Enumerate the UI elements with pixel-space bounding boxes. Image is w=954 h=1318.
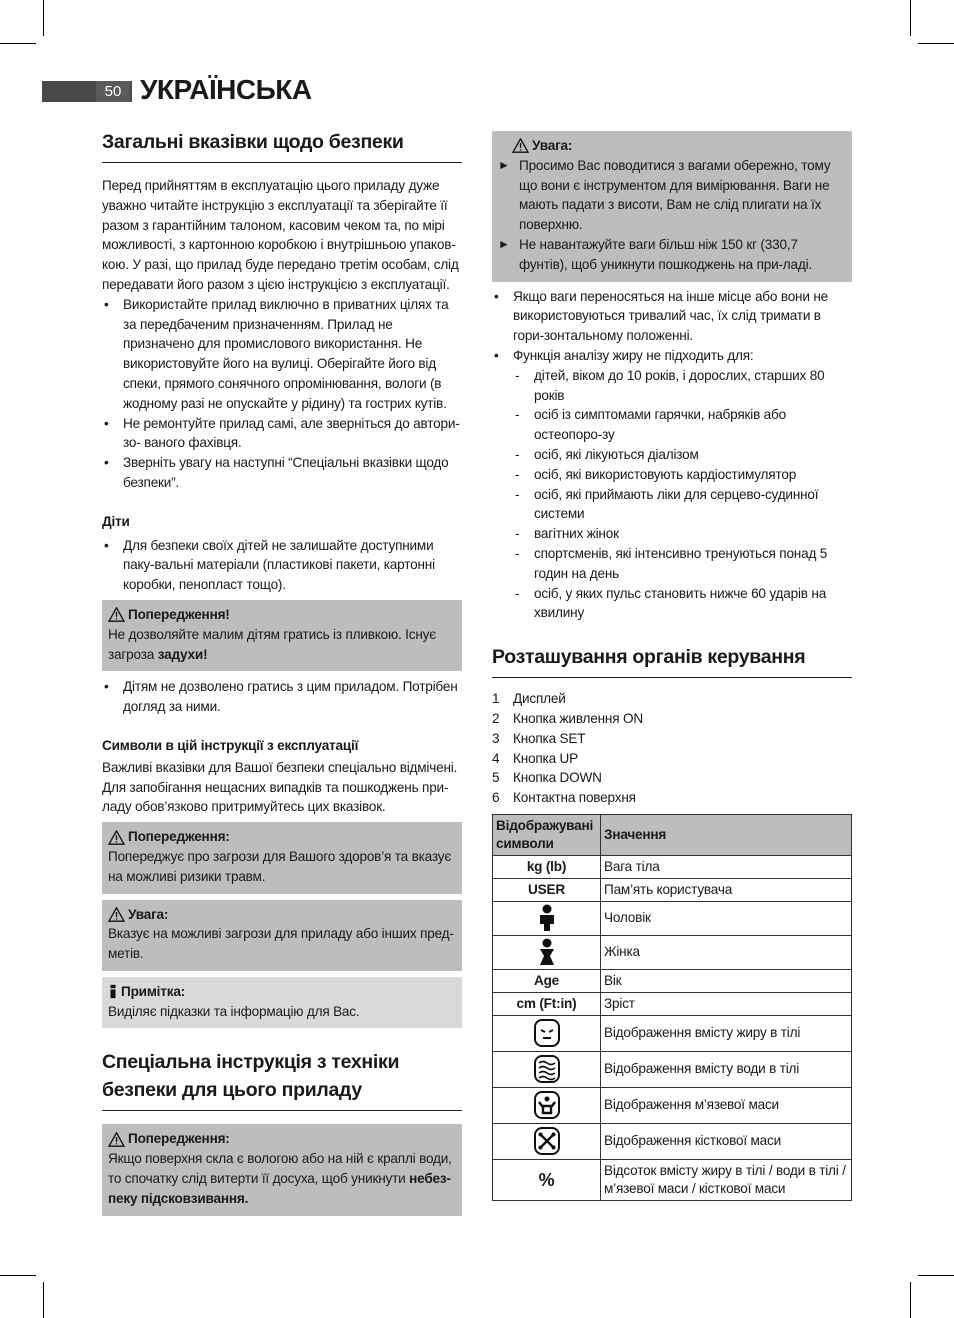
list-item: • Дітям не дозволено гратись з цим приладом. Потрібен догляд за ними. bbox=[102, 677, 462, 717]
male-icon bbox=[537, 904, 557, 932]
page-number: 50 bbox=[96, 81, 130, 102]
table-header: Значення bbox=[601, 814, 852, 855]
crop-mark bbox=[918, 1275, 954, 1276]
exclusion-list bbox=[513, 366, 852, 623]
warning-text: Попереджує про загрози для Вашого здоров’я та вказує на можливі ризики травм. bbox=[108, 848, 452, 884]
warning-icon bbox=[108, 1132, 125, 1147]
list-item: - осіб, у яких пульс становить нижче 60 ударів на хвилину bbox=[513, 584, 852, 624]
table-row: Жінка bbox=[493, 935, 852, 969]
warning-title: Попередження! bbox=[128, 606, 230, 622]
list-item: ► Просимо Вас поводитися з вагами обережно, тому що вони є інструментом для вимірювання. Ваги не мають падати з висоти, Вам не слід плигати на їх поверхню. bbox=[498, 156, 846, 235]
table-row: Відображення вмісту води в тілі bbox=[493, 1051, 852, 1087]
list-item: - осіб із симптомами гарячки, набряків або остеопоро-зу bbox=[513, 405, 852, 445]
crop-mark bbox=[0, 43, 36, 44]
list-item: 6 Контактна поверхня bbox=[492, 790, 636, 806]
children-heading: Діти bbox=[102, 513, 130, 529]
info-icon bbox=[108, 984, 118, 999]
list-item: 4 Кнопка UP bbox=[492, 750, 579, 766]
list-item bbox=[492, 346, 852, 623]
list-item: • Не ремонтуйте прилад самі, але зверніться до автори-зо- ваного фахівця. bbox=[102, 414, 462, 454]
list-item: - осіб, які приймають ліки для серцево-судинної системи bbox=[513, 485, 852, 525]
list-item: • Якщо ваги переносяться на інше місце або вони не використовуються тривалий час, їх слід тримати в гори-зонтальному положенні. bbox=[492, 287, 852, 346]
crop-mark bbox=[43, 1282, 44, 1318]
left-column bbox=[102, 128, 462, 1216]
caution-legend-box bbox=[102, 900, 462, 971]
list-item: 1 Дисплей bbox=[492, 691, 566, 707]
section-title-controls: Розташування органів керування bbox=[492, 643, 852, 678]
list-item: - осіб, які використовують кардіостимулятор bbox=[513, 465, 852, 485]
table-row: cm (Ft:in) Зріст bbox=[493, 992, 852, 1015]
female-icon bbox=[537, 938, 557, 966]
warning-title: Попередження: bbox=[128, 1131, 230, 1147]
caution-title: Увага: bbox=[128, 906, 169, 922]
table-row: kg (lb) Вага тіла bbox=[493, 855, 852, 878]
list-item: • Зверніть увагу на наступні “Спеціальні вказівки щодо безпеки”. bbox=[102, 453, 462, 493]
warning-legend-box bbox=[102, 822, 462, 893]
body-fat-icon bbox=[533, 1018, 561, 1048]
controls-list bbox=[492, 689, 852, 808]
table-header-row bbox=[493, 814, 852, 855]
bone-mass-icon bbox=[533, 1126, 561, 1156]
children-bullets-2 bbox=[102, 677, 462, 717]
list-item-text: Функція аналізу жиру не підходить для: bbox=[513, 347, 754, 363]
list-item: - осіб, які лікуються діалізом bbox=[513, 445, 852, 465]
table-row: Age Вік bbox=[493, 969, 852, 992]
note-title: Примітка: bbox=[121, 983, 186, 999]
section-title-special-safety: Спеціальна інструкція з техніки безпеки для цього приладу bbox=[102, 1048, 462, 1111]
table-header: Відображувані символи bbox=[493, 814, 601, 855]
body-water-icon bbox=[533, 1054, 561, 1084]
warning-emphasis: небез-пеку підсковзивання. bbox=[108, 1171, 451, 1206]
note-legend-box bbox=[102, 977, 462, 1029]
table-row: % Відсоток вмісту жиру в тілі / води в тілі / м’язевої маси / кісткової маси bbox=[493, 1159, 852, 1200]
list-item: - вагітних жінок bbox=[513, 524, 852, 544]
list-item: - дітей, віком до 10 років, і дорослих, старших 80 років bbox=[513, 366, 852, 406]
warning-emphasis: задухи! bbox=[157, 646, 208, 662]
crop-mark bbox=[43, 0, 44, 36]
crop-mark bbox=[918, 43, 954, 44]
crop-mark bbox=[910, 1282, 911, 1318]
list-item: 3 Кнопка SET bbox=[492, 730, 586, 746]
symbols-table bbox=[492, 814, 852, 1201]
warning-text: Не дозволяйте малим дітям гратись із пливкою. Існує загроза bbox=[108, 626, 436, 662]
warning-box-slip bbox=[102, 1124, 462, 1215]
language-title: УКРАЇНСЬКА bbox=[140, 74, 312, 105]
warning-text: Якщо поверхня скла є вологою або на ній є краплі води, то спочатку слід витерти її досуха, щоб уникнути bbox=[108, 1151, 452, 1187]
safety-bullets bbox=[102, 295, 462, 493]
warning-title: Попередження: bbox=[128, 829, 230, 845]
warning-icon bbox=[108, 830, 125, 845]
symbols-heading: Символи в цій інструкції з експлуатації bbox=[102, 737, 359, 753]
list-item: 2 Кнопка живлення ON bbox=[492, 710, 643, 726]
warning-icon bbox=[108, 607, 125, 622]
crop-mark bbox=[0, 1275, 36, 1276]
list-item: - спортсменів, які інтенсивно тренуються понад 5 годин на день bbox=[513, 544, 852, 584]
table-row: USER Пам’ять користувача bbox=[493, 878, 852, 901]
caution-text: Вказує на можливі загрози для приладу або інших пред-метів. bbox=[108, 926, 454, 962]
children-bullets bbox=[102, 536, 462, 595]
caution-box bbox=[492, 131, 852, 282]
table-row: Чоловік bbox=[493, 901, 852, 935]
list-item: • Для безпеки своїх дітей не залишайте доступними паку-вальні матеріали (пластикові пакети, картонні коробки, пенопласт тощо). bbox=[102, 536, 462, 595]
list-item: • Використайте прилад виключно в приватних цілях та за передбаченим призначенням. Прилад не призначено для промислового використання. Не використовуйте його на вулиці. Оберігайте його від спеки, прямого сонячного опромінювання, вологи (в жодному разі не опускайте у рідину) та гострих кутів. bbox=[102, 295, 462, 414]
muscle-mass-icon bbox=[533, 1090, 561, 1120]
symbols-paragraph: Важливі вказівки для Вашої безпеки спеціально відмічені. Для запобігання нещасних випадків та пошкоджень при-ладу обов’язково притримуйтесь цих вказівок. bbox=[102, 759, 458, 815]
warning-box bbox=[102, 600, 462, 671]
table-row: Відображення м’язевої маси bbox=[493, 1087, 852, 1123]
intro-paragraph: Перед прийняттям в експлуатацію цього приладу дуже уважно читайте інструкцію з експлуатації та зберігайте її разом з гарантійним талоном, касовим чеком та, по мірі можливості, з картонною коробкою і внутрішньою упаков-кою. У разі, що прилад буде передано третім особам, слід передавати його разом з цією інструкцією з експлуатації. bbox=[102, 178, 459, 292]
table-row: Відображення кісткової маси bbox=[493, 1123, 852, 1159]
note-text: Виділяє підказки та інформацію для Вас. bbox=[108, 1003, 360, 1019]
section-title-general-safety: Загальні вказівки щодо безпеки bbox=[102, 128, 462, 163]
list-item: ► Не навантажуйте ваги більш ніж 150 кг (330,7 фунтів), щоб уникнути пошкоджень на при-ладі. bbox=[498, 235, 846, 275]
table-row: Відображення вмісту жиру в тілі bbox=[493, 1015, 852, 1051]
caution-icon bbox=[108, 907, 125, 922]
right-column bbox=[492, 131, 852, 1201]
list-item: 5 Кнопка DOWN bbox=[492, 770, 602, 786]
right-bullets bbox=[492, 287, 852, 624]
caution-title: Увага: bbox=[532, 138, 573, 153]
caution-icon bbox=[512, 138, 529, 153]
crop-mark bbox=[910, 0, 911, 36]
caution-list bbox=[498, 156, 846, 275]
